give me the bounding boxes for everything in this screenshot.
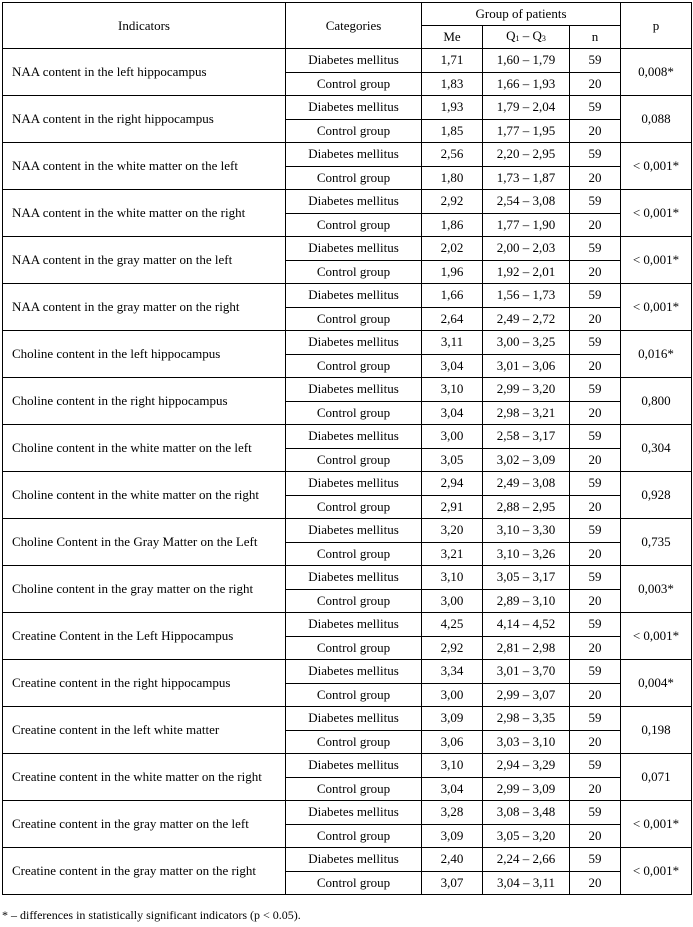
q-cell: 2,49 – 2,72 <box>483 307 570 331</box>
table-row <box>3 331 692 355</box>
me-cell: 1,66 <box>422 284 483 308</box>
table-row <box>3 143 692 167</box>
n-cell: 59 <box>570 754 621 778</box>
me-cell: 1,71 <box>422 49 483 73</box>
me-cell: 3,20 <box>422 519 483 543</box>
me-cell: 2,56 <box>422 143 483 167</box>
category-cell: Control group <box>286 260 422 284</box>
table-row <box>3 519 692 543</box>
table-row <box>3 660 692 684</box>
table-body <box>3 49 692 895</box>
me-cell: 3,34 <box>422 660 483 684</box>
n-cell: 59 <box>570 660 621 684</box>
me-cell: 2,92 <box>422 636 483 660</box>
q-header: $Q_1 - Q_3$ <box>483 26 570 49</box>
q-cell: 2,58 – 3,17 <box>483 425 570 449</box>
q-cell: 1,92 – 2,01 <box>483 260 570 284</box>
table-row <box>3 49 692 73</box>
category-cell: Control group <box>286 495 422 519</box>
category-cell: Diabetes mellitus <box>286 190 422 214</box>
n-cell: 59 <box>570 848 621 872</box>
n-cell: 20 <box>570 166 621 190</box>
q-cell: 1,77 – 1,95 <box>483 119 570 143</box>
n-cell: 20 <box>570 636 621 660</box>
table-row <box>3 801 692 825</box>
indicator-cell: Creatine content in the gray matter on the right <box>3 848 286 895</box>
me-cell: 2,94 <box>422 472 483 496</box>
q-cell: 2,99 – 3,07 <box>483 683 570 707</box>
n-cell: 59 <box>570 425 621 449</box>
n-cell: 20 <box>570 119 621 143</box>
q-cell: 3,03 – 3,10 <box>483 730 570 754</box>
me-cell: 1,85 <box>422 119 483 143</box>
results-table <box>2 2 692 895</box>
category-cell: Diabetes mellitus <box>286 237 422 261</box>
category-cell: Control group <box>286 213 422 237</box>
indicator-cell: Creatine content in the gray matter on the left <box>3 801 286 848</box>
me-cell: 2,64 <box>422 307 483 331</box>
q-cell: 2,98 – 3,21 <box>483 401 570 425</box>
n-cell: 20 <box>570 683 621 707</box>
n-cell: 59 <box>570 613 621 637</box>
p-cell: < 0,001* <box>621 237 692 284</box>
n-cell: 20 <box>570 448 621 472</box>
indicator-cell: NAA content in the gray matter on the right <box>3 284 286 331</box>
me-cell: 2,92 <box>422 190 483 214</box>
n-cell: 20 <box>570 730 621 754</box>
table-row <box>3 237 692 261</box>
group-header: Group of patients <box>422 3 621 26</box>
category-cell: Diabetes mellitus <box>286 754 422 778</box>
q-cell: 3,01 – 3,70 <box>483 660 570 684</box>
n-cell: 20 <box>570 72 621 96</box>
me-cell: 2,91 <box>422 495 483 519</box>
category-cell: Control group <box>286 354 422 378</box>
category-cell: Control group <box>286 401 422 425</box>
indicator-cell: Choline content in the white matter on the right <box>3 472 286 519</box>
indicator-cell: Choline content in the right hippocampus <box>3 378 286 425</box>
indicator-cell: Choline content in the left hippocampus <box>3 331 286 378</box>
category-cell: Diabetes mellitus <box>286 660 422 684</box>
q-cell: 3,10 – 3,26 <box>483 542 570 566</box>
n-cell: 59 <box>570 378 621 402</box>
me-cell: 3,07 <box>422 871 483 895</box>
q-cell: 3,08 – 3,48 <box>483 801 570 825</box>
me-cell: 3,10 <box>422 754 483 778</box>
me-cell: 3,04 <box>422 401 483 425</box>
table-row <box>3 848 692 872</box>
p-header: p <box>621 3 692 49</box>
category-cell: Control group <box>286 683 422 707</box>
n-cell: 20 <box>570 401 621 425</box>
table-row <box>3 190 692 214</box>
me-cell: 1,93 <box>422 96 483 120</box>
category-cell: Control group <box>286 307 422 331</box>
indicator-cell: NAA content in the right hippocampus <box>3 96 286 143</box>
n-cell: 59 <box>570 566 621 590</box>
category-cell: Control group <box>286 119 422 143</box>
category-cell: Diabetes mellitus <box>286 143 422 167</box>
category-cell: Diabetes mellitus <box>286 425 422 449</box>
n-cell: 20 <box>570 777 621 801</box>
n-cell: 20 <box>570 354 621 378</box>
q-cell: 4,14 – 4,52 <box>483 613 570 637</box>
category-cell: Control group <box>286 589 422 613</box>
p-cell: < 0,001* <box>621 801 692 848</box>
p-cell: 0,008* <box>621 49 692 96</box>
q-cell: 3,10 – 3,30 <box>483 519 570 543</box>
me-header: Me <box>422 26 483 49</box>
n-cell: 20 <box>570 213 621 237</box>
n-cell: 20 <box>570 307 621 331</box>
indicator-cell: NAA content in the white matter on the right <box>3 190 286 237</box>
category-cell: Control group <box>286 166 422 190</box>
indicator-cell: NAA content in the left hippocampus <box>3 49 286 96</box>
category-cell: Diabetes mellitus <box>286 49 422 73</box>
me-cell: 3,11 <box>422 331 483 355</box>
me-cell: 1,96 <box>422 260 483 284</box>
indicator-cell: Creatine Content in the Left Hippocampus <box>3 613 286 660</box>
category-cell: Diabetes mellitus <box>286 613 422 637</box>
p-cell: 0,928 <box>621 472 692 519</box>
p-cell: 0,304 <box>621 425 692 472</box>
n-cell: 59 <box>570 237 621 261</box>
q-cell: 3,01 – 3,06 <box>483 354 570 378</box>
q-cell: 1,77 – 1,90 <box>483 213 570 237</box>
p-cell: 0,071 <box>621 754 692 801</box>
category-cell: Control group <box>286 871 422 895</box>
category-cell: Control group <box>286 730 422 754</box>
p-cell: 0,800 <box>621 378 692 425</box>
table-row <box>3 284 692 308</box>
p-cell: < 0,001* <box>621 143 692 190</box>
indicator-cell: Creatine content in the white matter on the right <box>3 754 286 801</box>
p-cell: < 0,001* <box>621 190 692 237</box>
header-row-1 <box>3 3 692 26</box>
indicator-cell: NAA content in the gray matter on the left <box>3 237 286 284</box>
n-cell: 59 <box>570 190 621 214</box>
n-cell: 59 <box>570 707 621 731</box>
q-cell: 1,73 – 1,87 <box>483 166 570 190</box>
category-cell: Diabetes mellitus <box>286 848 422 872</box>
p-cell: 0,003* <box>621 566 692 613</box>
me-cell: 4,25 <box>422 613 483 637</box>
me-cell: 3,09 <box>422 824 483 848</box>
me-cell: 3,00 <box>422 425 483 449</box>
me-cell: 3,21 <box>422 542 483 566</box>
indicator-cell: Creatine content in the left white matter <box>3 707 286 754</box>
indicator-cell: Choline Content in the Gray Matter on the Left <box>3 519 286 566</box>
me-cell: 1,80 <box>422 166 483 190</box>
q-cell: 3,05 – 3,17 <box>483 566 570 590</box>
category-cell: Diabetes mellitus <box>286 378 422 402</box>
footnote: * – differences in statistically significant indicators (p < 0.05). <box>2 908 301 922</box>
q-cell: 2,94 – 3,29 <box>483 754 570 778</box>
me-cell: 1,86 <box>422 213 483 237</box>
me-cell: 3,00 <box>422 589 483 613</box>
n-cell: 59 <box>570 284 621 308</box>
indicator-cell: Choline content in the gray matter on the right <box>3 566 286 613</box>
category-cell: Diabetes mellitus <box>286 801 422 825</box>
table-row <box>3 96 692 120</box>
category-cell: Diabetes mellitus <box>286 472 422 496</box>
category-cell: Control group <box>286 72 422 96</box>
me-cell: 3,09 <box>422 707 483 731</box>
category-cell: Control group <box>286 636 422 660</box>
p-cell: < 0,001* <box>621 284 692 331</box>
n-cell: 20 <box>570 495 621 519</box>
p-cell: 0,735 <box>621 519 692 566</box>
me-cell: 3,00 <box>422 683 483 707</box>
q-cell: 2,89 – 3,10 <box>483 589 570 613</box>
n-cell: 59 <box>570 801 621 825</box>
me-cell: 3,06 <box>422 730 483 754</box>
category-cell: Control group <box>286 777 422 801</box>
n-cell: 59 <box>570 96 621 120</box>
me-cell: 1,83 <box>422 72 483 96</box>
q-cell: 1,66 – 1,93 <box>483 72 570 96</box>
category-cell: Control group <box>286 824 422 848</box>
category-cell: Diabetes mellitus <box>286 566 422 590</box>
p-cell: < 0,001* <box>621 613 692 660</box>
n-cell: 59 <box>570 472 621 496</box>
q-cell: 2,49 – 3,08 <box>483 472 570 496</box>
p-cell: 0,004* <box>621 660 692 707</box>
p-cell: 0,016* <box>621 331 692 378</box>
table-row <box>3 566 692 590</box>
n-cell: 20 <box>570 589 621 613</box>
n-header: n <box>570 26 621 49</box>
q-cell: 1,56 – 1,73 <box>483 284 570 308</box>
category-cell: Diabetes mellitus <box>286 331 422 355</box>
indicators-header: Indicators <box>3 3 286 49</box>
categories-header: Categories <box>286 3 422 49</box>
me-cell: 3,28 <box>422 801 483 825</box>
q-cell: 3,00 – 3,25 <box>483 331 570 355</box>
me-cell: 2,40 <box>422 848 483 872</box>
table-row <box>3 613 692 637</box>
q-cell: 2,88 – 2,95 <box>483 495 570 519</box>
me-cell: 3,04 <box>422 777 483 801</box>
n-cell: 59 <box>570 143 621 167</box>
me-cell: 3,04 <box>422 354 483 378</box>
n-cell: 20 <box>570 542 621 566</box>
n-cell: 59 <box>570 519 621 543</box>
q-cell: 2,98 – 3,35 <box>483 707 570 731</box>
n-cell: 59 <box>570 49 621 73</box>
p-cell: 0,198 <box>621 707 692 754</box>
category-cell: Diabetes mellitus <box>286 707 422 731</box>
p-cell: < 0,001* <box>621 848 692 895</box>
me-cell: 2,02 <box>422 237 483 261</box>
me-cell: 3,10 <box>422 566 483 590</box>
n-cell: 20 <box>570 260 621 284</box>
n-cell: 20 <box>570 824 621 848</box>
table-row <box>3 378 692 402</box>
q-cell: 3,05 – 3,20 <box>483 824 570 848</box>
q-cell: 2,54 – 3,08 <box>483 190 570 214</box>
p-cell: 0,088 <box>621 96 692 143</box>
indicator-cell: Creatine content in the right hippocampus <box>3 660 286 707</box>
q-cell: 1,60 – 1,79 <box>483 49 570 73</box>
q-cell: 1,79 – 2,04 <box>483 96 570 120</box>
n-cell: 59 <box>570 331 621 355</box>
category-cell: Control group <box>286 448 422 472</box>
indicator-cell: NAA content in the white matter on the left <box>3 143 286 190</box>
q-cell: 2,99 – 3,20 <box>483 378 570 402</box>
q-cell: 2,24 – 2,66 <box>483 848 570 872</box>
n-cell: 20 <box>570 871 621 895</box>
table-row <box>3 754 692 778</box>
indicator-cell: Choline content in the white matter on the left <box>3 425 286 472</box>
me-cell: 3,05 <box>422 448 483 472</box>
category-cell: Diabetes mellitus <box>286 96 422 120</box>
table-row <box>3 472 692 496</box>
table-row <box>3 707 692 731</box>
q-cell: 3,02 – 3,09 <box>483 448 570 472</box>
category-cell: Diabetes mellitus <box>286 284 422 308</box>
q-cell: 3,04 – 3,11 <box>483 871 570 895</box>
table-row <box>3 425 692 449</box>
q-cell: 2,20 – 2,95 <box>483 143 570 167</box>
q-cell: 2,81 – 2,98 <box>483 636 570 660</box>
category-cell: Control group <box>286 542 422 566</box>
q-cell: 2,99 – 3,09 <box>483 777 570 801</box>
category-cell: Diabetes mellitus <box>286 519 422 543</box>
me-cell: 3,10 <box>422 378 483 402</box>
q-cell: 2,00 – 2,03 <box>483 237 570 261</box>
